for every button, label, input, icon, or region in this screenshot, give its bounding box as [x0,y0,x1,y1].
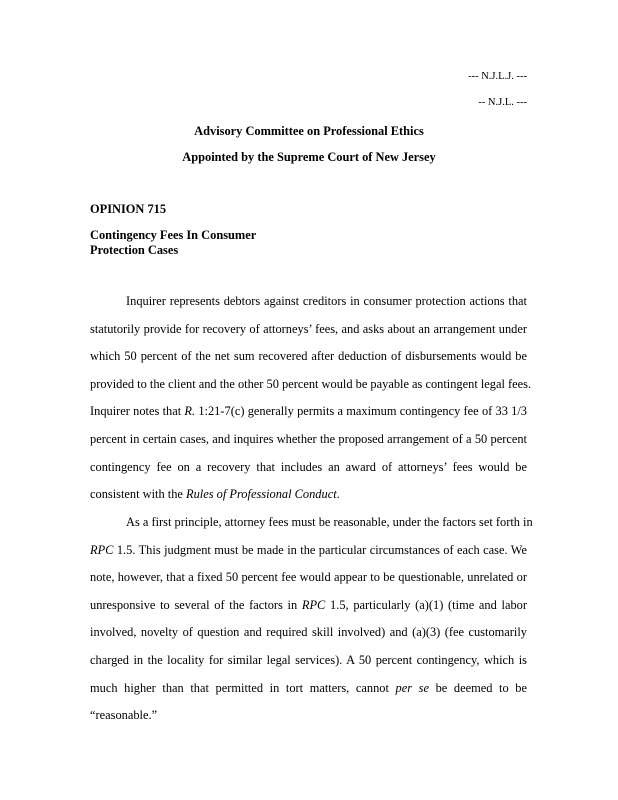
paragraph-line: percent in certain cases, and inquires whether the proposed arrangement of a 50 percent [90,431,527,446]
paragraph-line: Inquirer notes that R. 1:21-7(c) generally permits a maximum contingency fee of 33 1/3 [90,404,528,419]
paragraph-line: contingency fee on a recovery that includes an award of attorneys’ fees would be [90,459,527,474]
opinion-number: OPINION 715 [90,202,167,216]
opinion-subject [90,228,256,258]
paragraph-line: “reasonable.” [90,708,158,723]
paragraph-inquiry [90,288,532,509]
paragraph-line: note, however, that a fixed 50 percent fee would appear to be questionable, unrelated or [90,570,527,585]
paragraph-line: Inquirer represents debtors against creditors in consumer protection actions that [126,294,527,308]
opinion-subject-line-1: Contingency Fees In Consumer [90,228,257,242]
header-njl: -- N.J.L. --- [478,97,527,108]
paragraph-line: As a first principle, attorney fees must be reasonable, under the factors set forth in [126,515,533,529]
paragraph-line: consistent with the Rules of Professional Conduct. [90,487,340,502]
paragraph-line: which 50 percent of the net sum recovered after deduction of disbursements would be [90,349,527,364]
committee-subtitle: Appointed by the Supreme Court of New Jersey [182,150,436,164]
header-njlj: --- N.J.L.J. --- [468,71,527,82]
paragraph-line: unresponsive to several of the factors in RPC 1.5, particularly (a)(1) (time and labor [90,597,527,612]
paragraph-line: much higher than that permitted in tort matters, cannot per se be deemed to be [90,680,527,695]
paragraph-line: statutorily provide for recovery of attorneys’ fees, and asks about an arrangement under [90,321,527,336]
opinion-subject-line-2: Protection Cases [90,243,179,257]
paragraph-line: involved, novelty of question and required skill involved) and (a)(3) (fee customarily [90,625,527,640]
paragraph-line: RPC 1.5. This judgment must be made in the particular circumstances of each case. We [90,542,527,557]
paragraph-line: charged in the locality for similar legal services). A 50 percent contingency, which is [90,652,527,667]
paragraph-analysis [90,509,533,730]
committee-title: Advisory Committee on Professional Ethics [194,124,424,138]
paragraph-line: provided to the client and the other 50 percent would be payable as contingent legal fees. [90,376,532,391]
